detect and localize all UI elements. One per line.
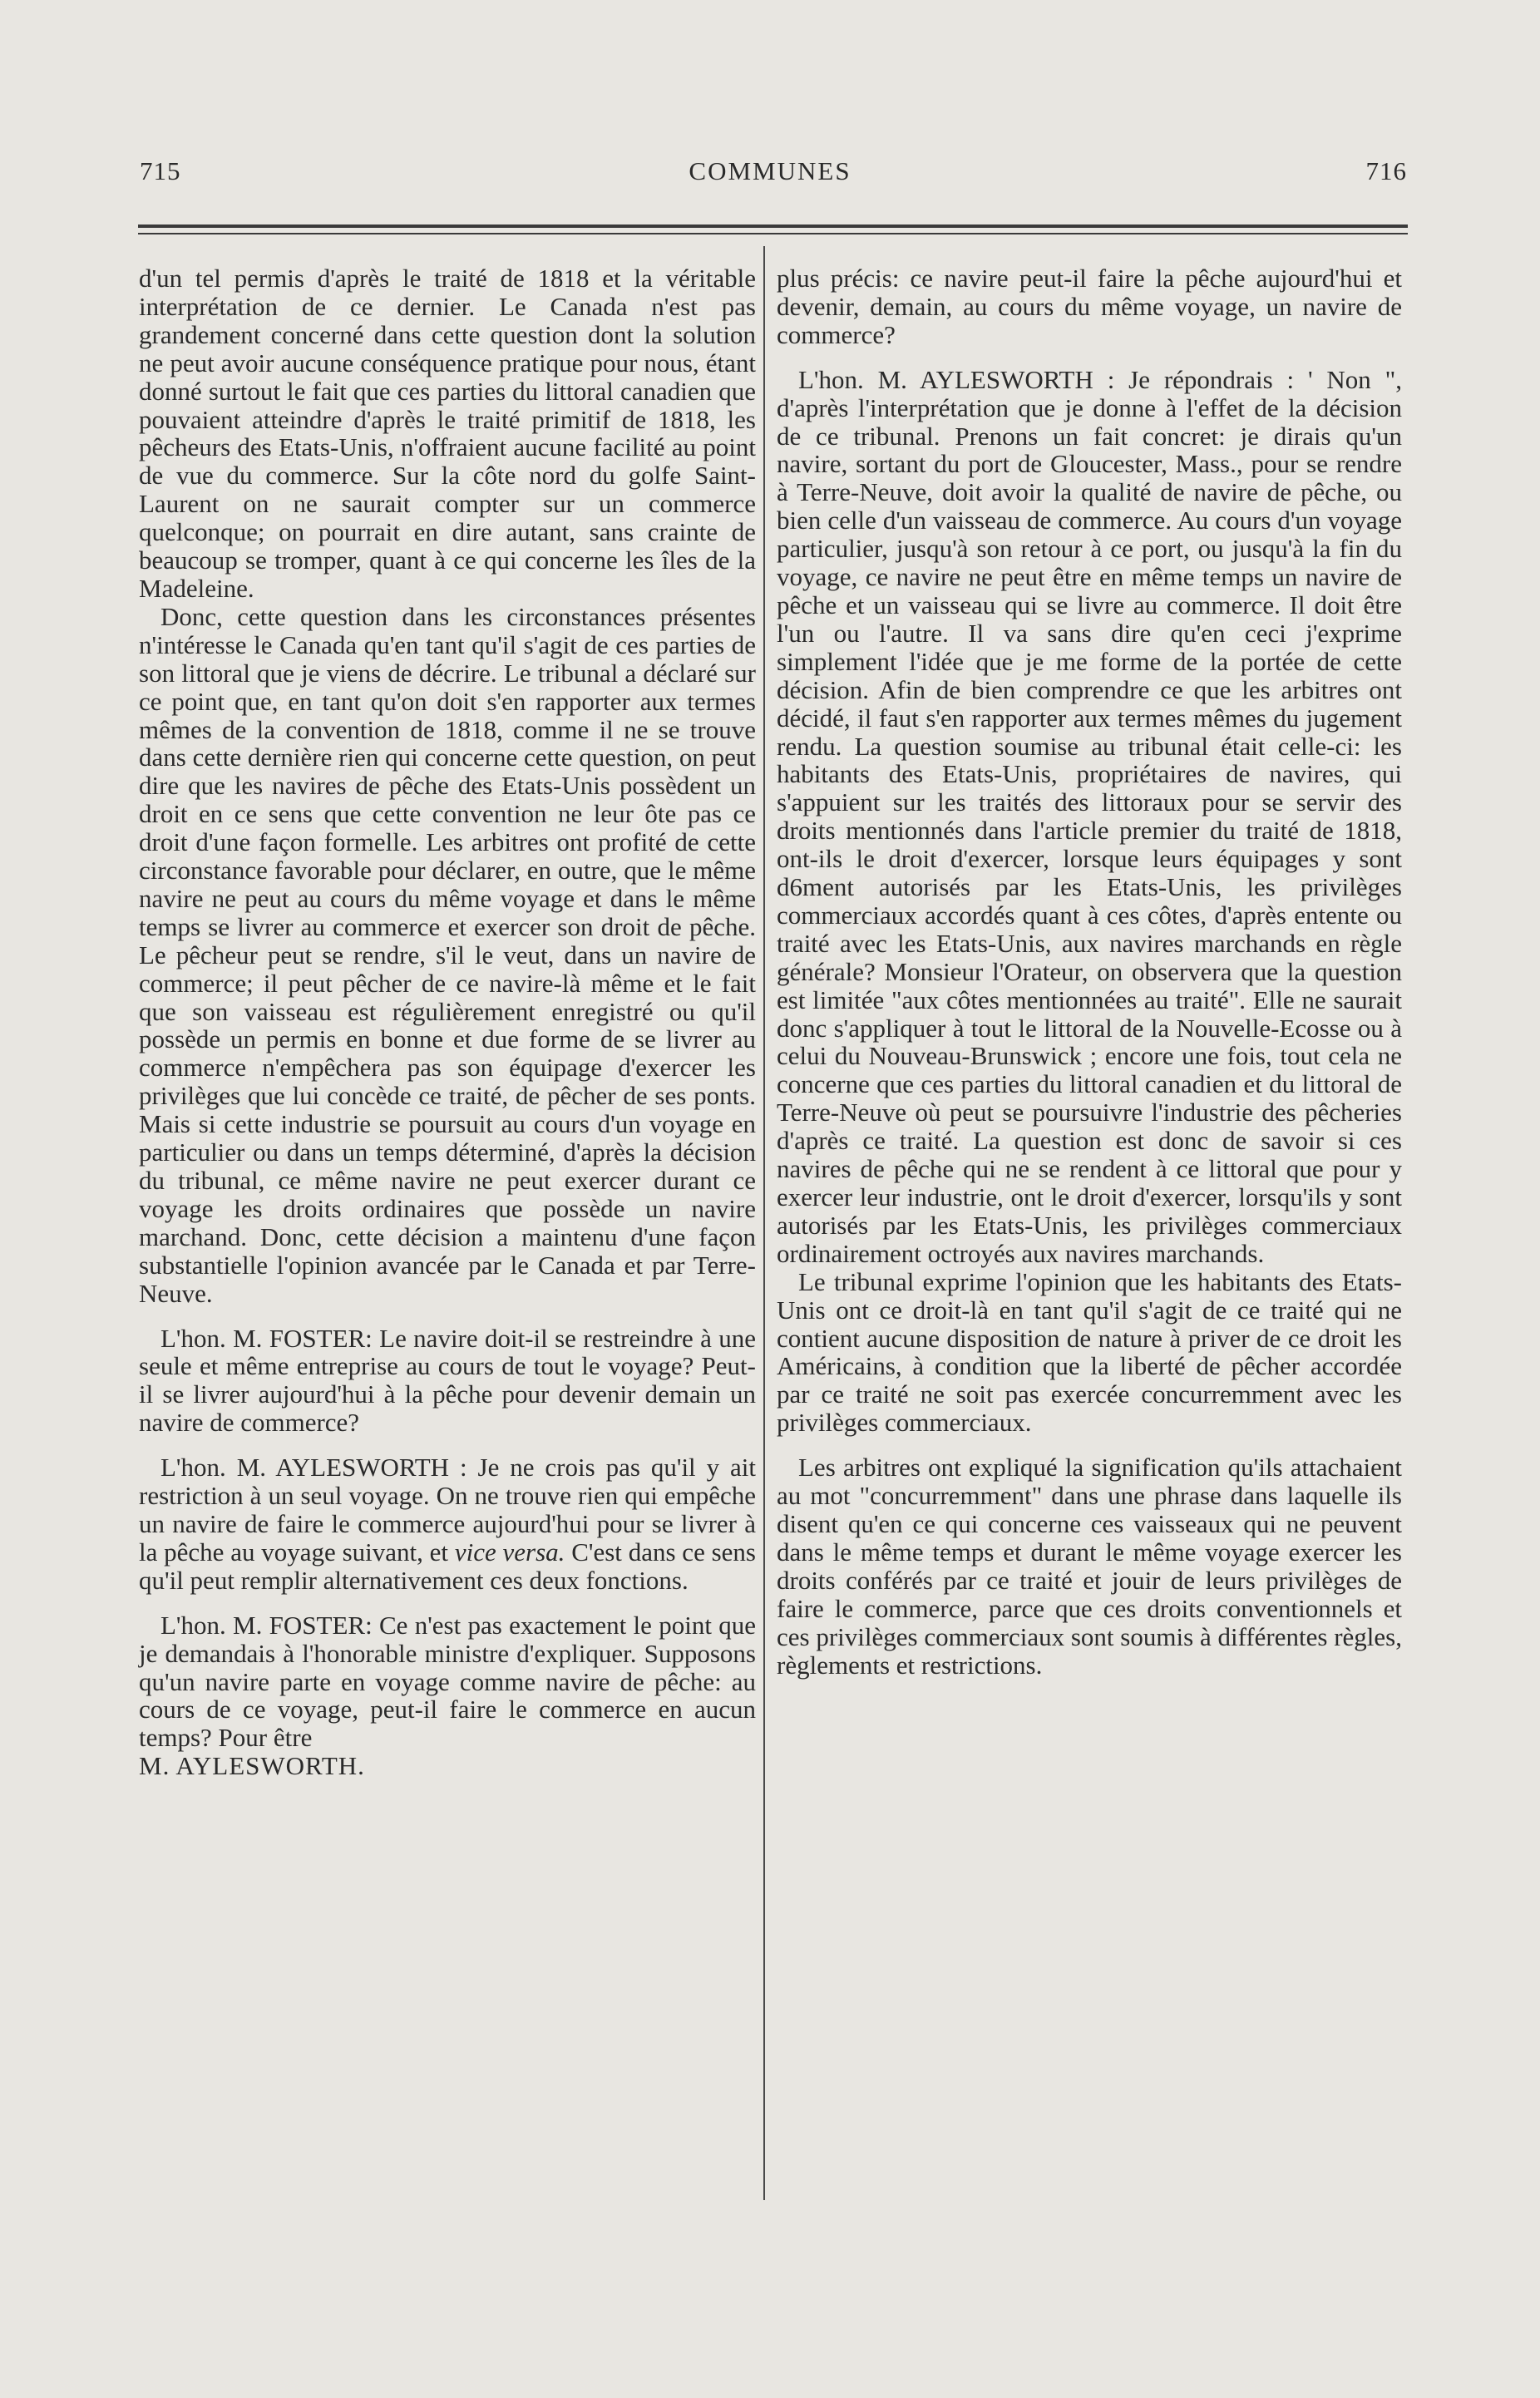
paragraph: Donc, cette question dans les circonstances présentes n'intéresse le Canada qu'en tant qu'il s'agit de ces parties de son littoral que je viens de décrire. Le tribunal a déclaré sur ce point que, en tant qu'on doit s'en rapporter aux termes mêmes de la convention de 1818, comme il ne se trouve dans cette dernière rien qui concerne cette question, on peut dire que les navires de pêche des Etats-Unis possèdent un droit en ce sens que cette convention ne leur ôte pas ce droit d'une façon formelle. Les arbitres ont profité de cette circonstance favorable pour déclarer, en outre, que le même navire ne peut au cours du même voyage et dans le même temps se livrer au commerce et exercer son droit de pêche. Le pêcheur peut se rendre, s'il le veut, dans un navire de commerce; il peut pêcher de ce navire-là même et le fait que son vaisseau est régulièrement enregistré ou qu'il possède un permis en bonne et due forme de se livrer au commerce n'empêchera pas son équipage d'exercer les privilèges que lui concède ce traité, de pêcher de ses ponts. Mais si cette industrie se poursuit au cours d'un voyage en particulier ou dans un temps déterminé, d'après la décision du tribunal, ce même navire ne peut exercer durant ce voyage les droits ordinaires que possède un navire marchand. Donc, cette décision a maintenu d'une façon substantielle l'opinion avancée par le Canada et par Terre-Neuve. — [139, 601, 756, 1308]
page-number-left: 715 — [140, 156, 181, 185]
paragraph: Les arbitres ont expliqué la signification qu'ils attachaient au mot "concurremment" dans une phrase dans laquelle ils disent qu'en ce qui concerne ces vaisseaux qui ne peuvent dans le même temps et durant le même voyage exercer les droits conférés par ce traité et jouir de leurs privilèges de faire le commerce, parce que ces droits conventionnels et ces privilèges commerciaux sont soumis à différentes règles, règlements et restrictions. — [777, 1453, 1402, 1680]
paragraph — [139, 1453, 756, 1595]
left-column — [139, 264, 756, 1780]
italic-phrase: vice versa. — [454, 1537, 565, 1567]
paragraph-text: L'hon. M. AYLESWORTH : Je ne crois pas qu'il y ait restriction à un seul voyage. On ne trouve rien qui empêche un navire de faire le commerce aujourd'hui pour se livrer à la pêche au voyage suivant, et — [139, 1453, 756, 1567]
page-header — [0, 156, 1540, 198]
header-rule-thin — [138, 233, 1408, 234]
paragraph: d'un tel permis d'après le traité de 1818 et la véritable interprétation de ce dernier. Le Canada n'est pas grandement concerné dans cette question dont la solution ne peut avoir aucune conséquence pratique pour nous, étant donné surtout le fait que ces parties du littoral canadien que pouvaient atteindre d'après le traité primitif de 1818, les pêcheurs des Etats-Unis, n'offraient aucune facilité au point de vue du commerce. Sur la côte nord du golfe Saint-Laurent on ne saurait compter sur un commerce quelconque; on pourrait en dire autant, sans crainte de beaucoup se tromper, quant à ce qui concerne les îles de la Madeleine. — [139, 264, 756, 603]
speaker-signature: M. AYLESWORTH. — [139, 1751, 365, 1781]
right-column — [777, 264, 1402, 1679]
paragraph: L'hon. M. FOSTER: Le navire doit-il se restreindre à une seule et même entreprise au cours de tout le voyage? Peut-il se livrer aujourd'hui à la pêche pour devenir demain un navire de commerce? — [139, 1323, 756, 1438]
paragraph: Le tribunal exprime l'opinion que les habitants des Etats-Unis ont ce droit-là en tant qu'il s'agit de ce traité qui ne contient aucune disposition de nature à priver de ce droit les Américains, à condition que la liberté de pêcher accordée par ce traité ne soit pas exercée concurremment avec les privilèges commerciaux. — [777, 1266, 1402, 1438]
paragraph: plus précis: ce navire peut-il faire la pêche aujourd'hui et devenir, demain, au cours du même voyage, un navire de commerce? — [777, 264, 1402, 349]
column-divider — [763, 246, 765, 2200]
paragraph-text: C'est dans ce sens qu'il peut remplir alternativement ces deux fonctions. — [139, 1537, 756, 1595]
paragraph: L'hon. M. FOSTER: Ce n'est pas exactement le point que je demandais à l'honorable ministre d'expliquer. Supposons qu'un navire parte en voyage comme navire de pêche: au cours de ce voyage, peut-il faire le commerce en aucun temps? Pour être — [139, 1610, 756, 1753]
running-title: COMMUNES — [689, 156, 851, 185]
paragraph: L'hon. M. AYLESWORTH : Je répondrais : ' Non ", d'après l'interprétation que je donne à l'effet de la décision de ce tribunal. Prenons un fait concret: je dirais qu'un navire, sortant du port de Gloucester, Mass., pour se rendre à Terre-Neuve, doit avoir la qualité de navire de pêche, ou bien celle d'un vaisseau de commerce. Au cours d'un voyage particulier, jusqu'à son retour à ce port, ou jusqu'à la fin du voyage, ce navire ne peut être en même temps un navire de pêche et un vaisseau qui se livre au commerce. Il doit être l'un ou l'autre. Il va sans dire qu'en ceci j'exprime simplement l'idée que je me forme de la portée de cette décision. Afin de bien comprendre ce que les arbitres ont décidé, il faut s'en rapporter aux termes mêmes du jugement rendu. La question soumise au tribunal était celle-ci: les habitants des Etats-Unis, propriétaires de navires, qui s'appuient sur les traités des littoraux pour se servir des droits mentionnés dans l'article premier du traité de 1818, ont-ils le droit d'exercer, lorsque leurs équipages y sont d6ment autorisés par les Etats-Unis, les privilèges commerciaux accordés quant à ces côtes, d'après entente ou traité avec les Etats-Unis, aux navires marchands en règle générale? Monsieur l'Orateur, on observera que la question est limitée "aux côtes mentionnées au traité". Elle ne saurait donc s'appliquer à tout le littoral de la Nouvelle-Ecosse ou à celui du Nouveau-Brunswick ; encore une fois, tout cela ne concerne que ces parties du littoral canadien et du littoral de Terre-Neuve où peut se poursuivre l'industrie des pêcheries d'après ce traité. La question est donc de savoir si ces navires de pêche qui ne se rendent à ce littoral que pour y exercer leur industrie, ont le droit d'exercer, lorsqu'ils y sont autorisés par les Etats-Unis, les privilèges commerciaux ordinairement octroyés aux navires marchands. — [777, 364, 1402, 1268]
page-number-right: 716 — [1365, 156, 1407, 185]
header-rule-thick — [138, 225, 1408, 228]
